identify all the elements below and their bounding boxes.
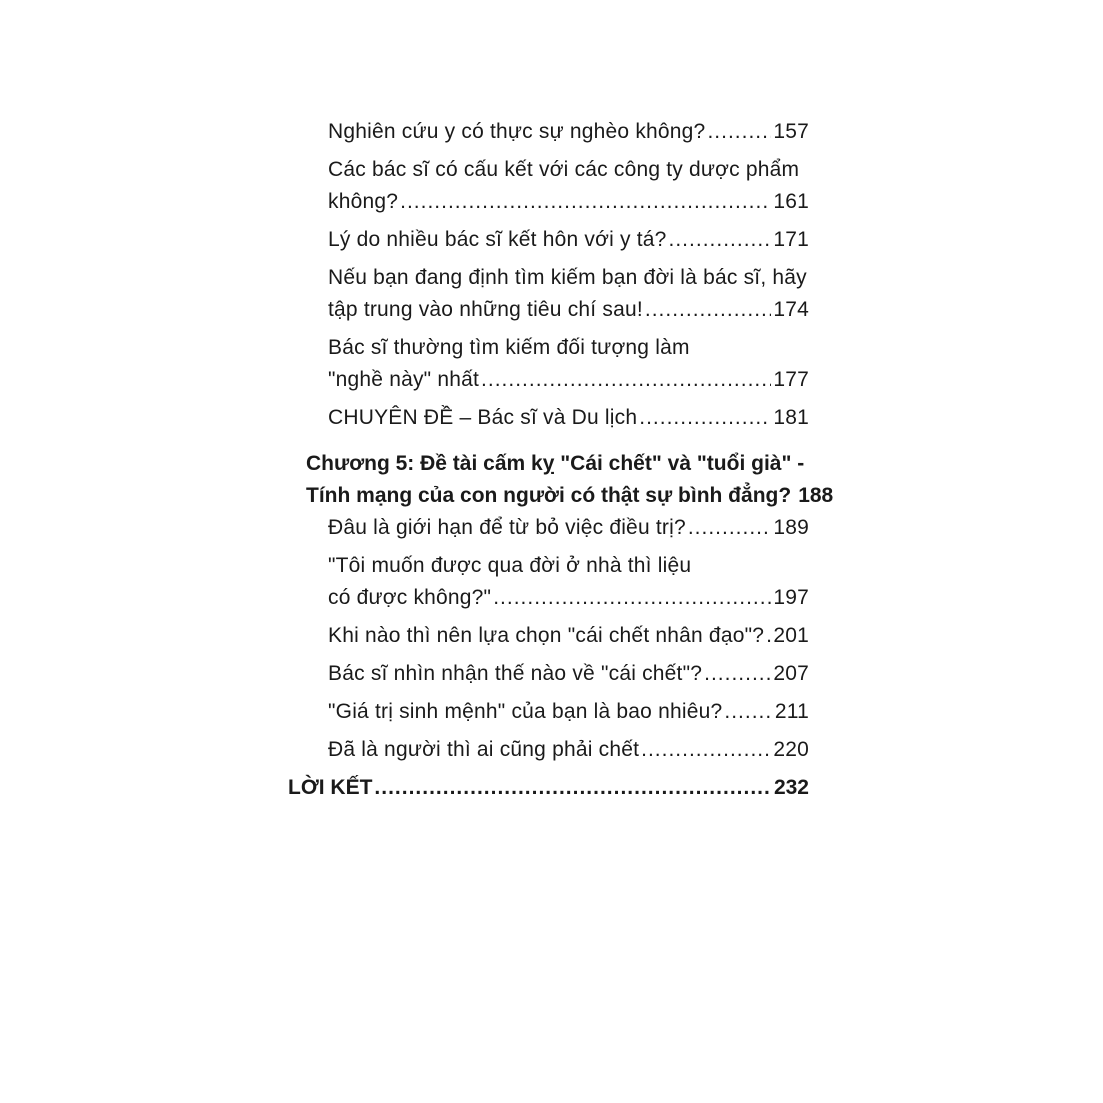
toc-entry-title-line2: có được không?" xyxy=(328,586,492,609)
dot-leader xyxy=(724,696,773,728)
table-of-contents xyxy=(288,116,834,804)
closing-title: LỜI KẾT xyxy=(288,776,373,799)
toc-entry-page: 207 xyxy=(773,662,809,685)
toc-entry xyxy=(328,116,809,148)
toc-entry-page: 189 xyxy=(773,516,809,539)
toc-entry-page: 177 xyxy=(773,368,809,391)
dot-leader xyxy=(704,658,771,690)
toc-entry-title: Nghiên cứu y có thực sự nghèo không? xyxy=(328,120,706,143)
toc-entry-title-line1: Bác sĩ thường tìm kiếm đối tượng làm xyxy=(328,336,690,359)
toc-entry xyxy=(328,696,809,728)
toc-entry-page: 201 xyxy=(773,624,809,647)
toc-entry xyxy=(328,512,809,544)
toc-entry-title: CHUYÊN ĐỀ – Bác sĩ và Du lịch xyxy=(328,406,638,429)
dot-leader xyxy=(481,364,771,396)
chapter-entries xyxy=(288,512,809,766)
toc-entry xyxy=(328,550,809,614)
toc-entry-page: 220 xyxy=(773,738,809,761)
toc-entry-title: Lý do nhiều bác sĩ kết hôn với y tá? xyxy=(328,228,667,251)
toc-entry-title: "Giá trị sinh mệnh" của bạn là bao nhiêu? xyxy=(328,700,723,723)
toc-entry-title-line2: "nghề này" nhất xyxy=(328,368,480,391)
toc-entry-page: 197 xyxy=(773,586,809,609)
toc-entry xyxy=(328,658,809,690)
toc-entry-title-line1: "Tôi muốn được qua đời ở nhà thì liệu xyxy=(328,554,692,577)
toc-entry-title: Khi nào thì nên lựa chọn "cái chết nhân đạo"? xyxy=(328,624,765,647)
toc-entry-title-line2: tập trung vào những tiêu chí sau! xyxy=(328,298,643,321)
dot-leader xyxy=(641,734,771,766)
dot-leader xyxy=(645,294,771,326)
toc-entry xyxy=(328,620,809,652)
toc-entry-title-line1: Nếu bạn đang định tìm kiếm bạn đời là bác sĩ, hãy xyxy=(328,266,807,289)
toc-entry-page: 161 xyxy=(773,190,809,213)
chapter-title-line1: Chương 5: Đề tài cấm kỵ "Cái chết" và "tuổi già" - xyxy=(306,452,805,475)
closing-entry xyxy=(288,772,809,804)
toc-entry-page: 157 xyxy=(773,120,809,143)
toc-entry-page: 181 xyxy=(773,406,809,429)
dot-leader xyxy=(707,116,771,148)
chapter-title-line2: Tính mạng của con người có thật sự bình đẳng? xyxy=(306,484,792,507)
dot-leader xyxy=(669,224,772,256)
toc-entry xyxy=(328,402,809,434)
dot-leader xyxy=(639,402,771,434)
dot-leader xyxy=(400,186,771,218)
dot-leader xyxy=(766,620,771,652)
chapter-page: 188 xyxy=(798,484,834,507)
chapter-heading xyxy=(306,448,834,512)
dot-leader xyxy=(688,512,772,544)
toc-entry-page: 174 xyxy=(773,298,809,321)
closing-page: 232 xyxy=(773,776,809,799)
toc-entry-title: Bác sĩ nhìn nhận thế nào về "cái chết"? xyxy=(328,662,703,685)
toc-entry-title: Đã là người thì ai cũng phải chết xyxy=(328,738,640,761)
dot-leader xyxy=(374,772,772,804)
toc-entry xyxy=(328,262,809,326)
toc-entry-page: 211 xyxy=(774,700,809,723)
toc-entry-title-line1: Các bác sĩ có cấu kết với các công ty dược phẩm xyxy=(328,158,800,181)
toc-entry-title: Đâu là giới hạn để từ bỏ việc điều trị? xyxy=(328,516,686,539)
toc-entry-page: 171 xyxy=(773,228,809,251)
toc-entry xyxy=(328,332,809,396)
toc-entry xyxy=(328,154,809,218)
dot-leader xyxy=(493,582,771,614)
toc-entry-title-line2: không? xyxy=(328,190,399,213)
toc-entry xyxy=(328,224,809,256)
toc-entry xyxy=(328,734,809,766)
